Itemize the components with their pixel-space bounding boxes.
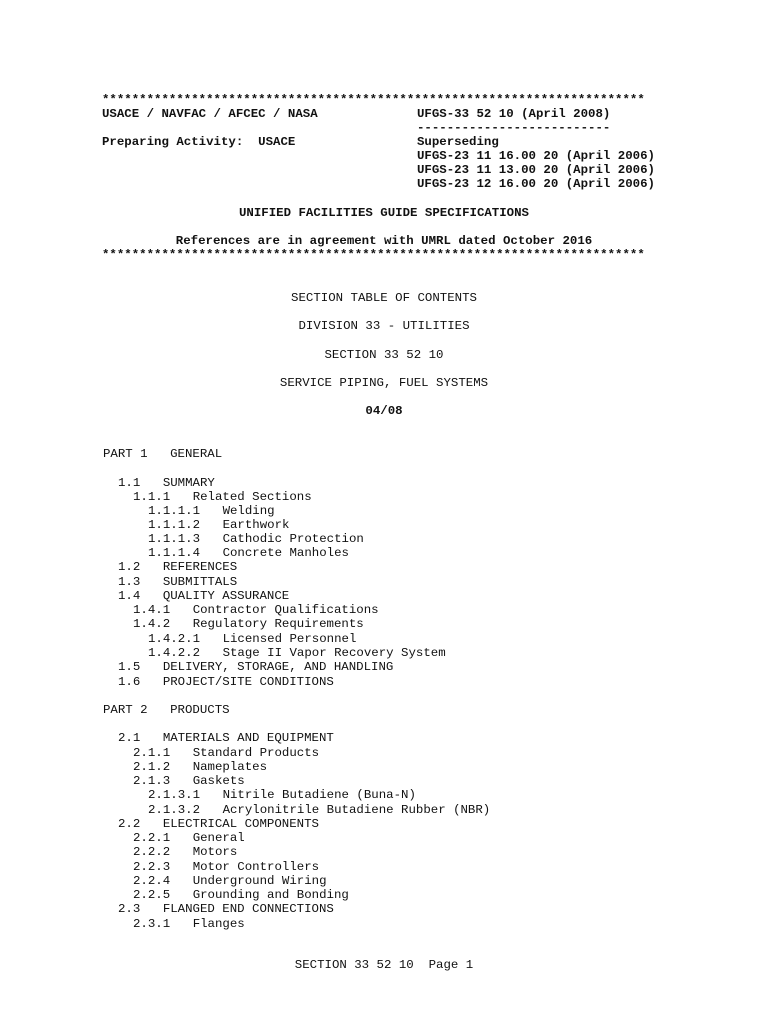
toc-entry-title: Regulatory Requirements	[192, 617, 364, 631]
toc-entry-title: PRODUCTS	[170, 703, 230, 717]
toc-entry	[133, 831, 245, 845]
toc-entry-number: 1.4.2.2	[148, 646, 201, 660]
toc-entry-number: 2.2.2	[133, 845, 171, 859]
header-dashes: --------------------------	[417, 121, 611, 135]
toc-entry-title: DELIVERY, STORAGE, AND HANDLING	[162, 660, 394, 674]
toc-entry	[148, 532, 364, 546]
toc-entry-title: GENERAL	[170, 447, 223, 461]
toc-entry	[133, 888, 349, 902]
toc-entry-title: Underground Wiring	[192, 874, 327, 888]
toc-entry-title: MATERIALS AND EQUIPMENT	[162, 731, 334, 745]
toc-entry-title: PROJECT/SITE CONDITIONS	[162, 675, 334, 689]
toc-entry	[118, 731, 334, 745]
toc-entry-title: REFERENCES	[162, 560, 238, 574]
toc-entry-number: 2.2.1	[133, 831, 171, 845]
toc-entry-number: 2.1.3	[133, 774, 171, 788]
toc-entry-title: Licensed Personnel	[222, 632, 357, 646]
toc-entry-title: Stage II Vapor Recovery System	[222, 646, 446, 660]
header-superseded-3: UFGS-23 12 16.00 20 (April 2006)	[417, 177, 655, 191]
toc-entry	[118, 560, 237, 574]
toc-entry-number: 2.1	[118, 731, 141, 745]
toc-entry-number: 2.2.5	[133, 888, 171, 902]
toc-entry-number: PART 2	[103, 703, 148, 717]
toc-part-heading	[103, 447, 222, 461]
toc-entry-title: Contractor Qualifications	[192, 603, 379, 617]
toc-entry	[133, 617, 364, 631]
section-number: SECTION 33 52 10	[324, 348, 444, 362]
toc-entry-number: 2.2.4	[133, 874, 171, 888]
toc-entry	[148, 504, 275, 518]
toc-entry	[148, 632, 356, 646]
header-superseded-1: UFGS-23 11 16.00 20 (April 2006)	[417, 149, 655, 163]
toc-entry-title: Cathodic Protection	[222, 532, 364, 546]
doc-title: UNIFIED FACILITIES GUIDE SPECIFICATIONS	[239, 206, 529, 220]
toc-entry-title: Motors	[192, 845, 238, 859]
toc-entry-title: Standard Products	[192, 746, 320, 760]
toc-entry	[118, 589, 289, 603]
toc-entry	[118, 817, 319, 831]
toc-entry-number: 2.3	[118, 902, 141, 916]
toc-entry	[148, 546, 349, 560]
toc-entry	[133, 746, 319, 760]
toc-entry	[133, 845, 237, 859]
toc-entry	[118, 575, 237, 589]
toc-entry	[133, 603, 379, 617]
toc-entry-title: Flanges	[192, 917, 245, 931]
toc-entry-title: SUBMITTALS	[162, 575, 238, 589]
toc-title: SECTION TABLE OF CONTENTS	[291, 291, 477, 305]
toc-entry-number: 1.1.1.4	[148, 546, 201, 560]
toc-entry	[148, 518, 289, 532]
toc-entry-number: 2.2.3	[133, 860, 171, 874]
toc-entry	[133, 774, 245, 788]
toc-entry-number: 1.2	[118, 560, 141, 574]
toc-entry-title: Welding	[222, 504, 275, 518]
toc-entry-title: Nitrile Butadiene (Buna-N)	[222, 788, 416, 802]
toc-entry	[148, 803, 490, 817]
toc-entry-title: FLANGED END CONNECTIONS	[162, 902, 334, 916]
toc-entry	[148, 788, 416, 802]
toc-entry-number: 2.1.1	[133, 746, 171, 760]
header-preparing-activity: Preparing Activity: USACE	[102, 135, 296, 149]
toc-entry	[118, 476, 215, 490]
toc-entry-title: Acrylonitrile Butadiene Rubber (NBR)	[222, 803, 491, 817]
toc-entry-number: 1.1.1	[133, 490, 171, 504]
toc-entry-number: 2.1.3.1	[148, 788, 201, 802]
toc-entry-number: 2.1.2	[133, 760, 171, 774]
toc-entry-title: Gaskets	[192, 774, 245, 788]
toc-entry-number: 1.4	[118, 589, 141, 603]
header-stars-top: *************************************************************************	[102, 93, 645, 107]
header-stars-bottom: *************************************************************************	[102, 248, 645, 262]
toc-entry	[133, 490, 312, 504]
header-agencies: USACE / NAVFAC / AFCEC / NASA	[102, 107, 318, 121]
toc-entry	[133, 917, 245, 931]
toc-entry	[118, 902, 334, 916]
toc-entry-title: QUALITY ASSURANCE	[162, 589, 290, 603]
toc-entry	[133, 874, 327, 888]
toc-entry-title: Motor Controllers	[192, 860, 320, 874]
toc-part-heading	[103, 703, 230, 717]
header-superseding-label: Superseding	[417, 135, 499, 149]
references-note: References are in agreement with UMRL dated October 2016	[175, 234, 593, 248]
toc-entry	[133, 760, 267, 774]
toc-entry-title: Grounding and Bonding	[192, 888, 349, 902]
toc-entry-number: 1.1.1.3	[148, 532, 201, 546]
toc-entry-number: PART 1	[103, 447, 148, 461]
toc-entry-title: General	[192, 831, 245, 845]
section-date: 04/08	[365, 404, 403, 418]
division-line: DIVISION 33 - UTILITIES	[298, 319, 470, 333]
toc-entry-number: 1.4.1	[133, 603, 171, 617]
toc-entry-title: Concrete Manholes	[222, 546, 349, 560]
toc-entry-number: 2.3.1	[133, 917, 171, 931]
toc-entry-number: 1.1.1.2	[148, 518, 201, 532]
toc-entry	[118, 660, 393, 674]
toc-entry-title: Earthwork	[222, 518, 290, 532]
toc-entry	[118, 675, 334, 689]
toc-entry-number: 1.3	[118, 575, 141, 589]
toc-entry-title: ELECTRICAL COMPONENTS	[162, 817, 319, 831]
toc-entry-number: 1.1	[118, 476, 141, 490]
toc-entry-title: SUMMARY	[162, 476, 215, 490]
toc-entry-number: 1.4.2.1	[148, 632, 201, 646]
toc-entry	[133, 860, 319, 874]
header-ufgs-id: UFGS-33 52 10 (April 2008)	[417, 107, 611, 121]
toc-entry-number: 1.6	[118, 675, 141, 689]
toc-entry-number: 2.1.3.2	[148, 803, 201, 817]
section-name: SERVICE PIPING, FUEL SYSTEMS	[279, 376, 489, 390]
toc-entry-number: 1.4.2	[133, 617, 171, 631]
toc-entry-title: Related Sections	[192, 490, 312, 504]
toc-entry-number: 1.1.1.1	[148, 504, 201, 518]
toc-entry-title: Nameplates	[192, 760, 268, 774]
toc-entry-number: 2.2	[118, 817, 141, 831]
header-superseded-2: UFGS-23 11 13.00 20 (April 2006)	[417, 163, 655, 177]
toc-entry	[148, 646, 446, 660]
page-footer: SECTION 33 52 10 Page 1	[294, 958, 474, 972]
toc-entry-number: 1.5	[118, 660, 141, 674]
